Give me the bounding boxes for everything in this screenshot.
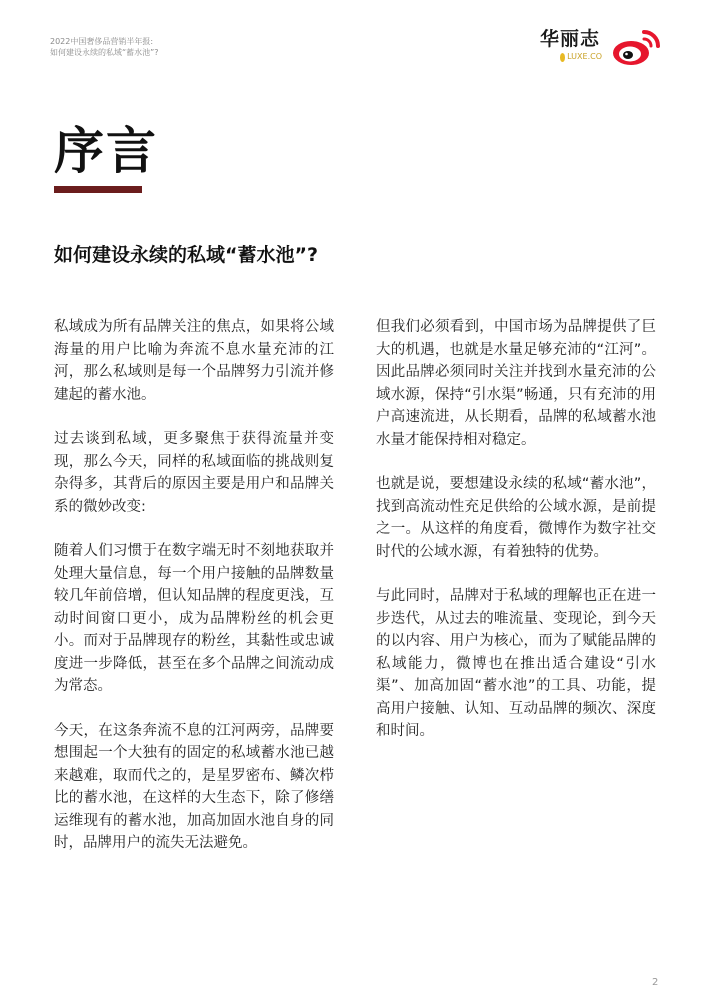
report-title-line-1: 2022中国奢侈品营销半年报: <box>50 37 154 46</box>
brand-sub-text: LUXE.CO <box>567 52 602 61</box>
left-column <box>54 316 334 877</box>
brand-name: 华丽志 <box>540 28 601 50</box>
section-subtitle: 如何建设永续的私域“蓄水池”? <box>54 244 318 266</box>
title-underline <box>54 186 142 193</box>
paragraph: 与此同时，品牌对于私域的理解也正在进一步迭代，从过去的唯流量、变现论，到今天的以内容、用户为核心，而为了赋能品牌的私域能力，微博也在推出适合建设“引水渠”、加高加固“蓄水池”的工具、功能，提高用户接触、认知、互动品牌的频次、深度和时间。 <box>376 588 656 739</box>
page-title: 序言 <box>54 122 158 180</box>
paragraph: 过去谈到私域，更多聚焦于获得流量并变现，那么今天，同样的私域面临的挑战则复杂得多，其背后的原因主要是用户和品牌关系的微妙改变: <box>54 431 334 515</box>
right-column <box>376 316 656 765</box>
report-title-line-2: 如何建设永续的私域“蓄水池”? <box>50 48 159 57</box>
brand-sub <box>540 52 602 62</box>
paragraph: 私域成为所有品牌关注的焦点，如果将公域海量的用户比喻为奔流不息水量充沛的江河，那么私域则是每一个品牌努力引流并修建起的蓄水池。 <box>54 319 334 403</box>
paragraph: 也就是说，要想建设永续的私域“蓄水池”，找到高流动性充足供给的公域水源，是前提之一。从这样的角度看，微博作为数字社交时代的公域水源，有着独特的优势。 <box>376 476 656 560</box>
paragraph: 但我们必须看到，中国市场为品牌提供了巨大的机遇，也就是水量足够充沛的“江河”。因此品牌必须同时关注并找到水量充沛的公域水源，保持“引水渠”畅通，只有充沛的用户高速流进，从长期看，品牌的私域蓄水池水量才能保持相对稳定。 <box>376 319 656 448</box>
weibo-logo-icon <box>610 26 662 68</box>
paragraph: 随着人们习惯于在数字端无时不刻地获取并处理大量信息，每一个用户接触的品牌数量较几年前倍增，但认知品牌的程度更浅，互动时间窗口更小，成为品牌粉丝的机会更小。而对于品牌现存的粉丝，其黏性或忠诚度进一步降低，甚至在多个品牌之间流动成为常态。 <box>54 543 334 694</box>
luxe-co-logo <box>540 28 602 70</box>
page-number: 2 <box>652 977 659 988</box>
paragraph: 今天，在这条奔流不息的江河两旁，品牌要想围起一个大独有的固定的私域蓄水池已越来越难，取而代之的，是星罗密布、鳞次栉比的蓄水池，在这样的大生态下，除了修缮运维现有的蓄水池，加高加固水池自身的同时，品牌用户的流失无法避免。 <box>54 722 334 851</box>
luxe-dot-icon <box>560 53 565 62</box>
report-header <box>50 36 159 58</box>
